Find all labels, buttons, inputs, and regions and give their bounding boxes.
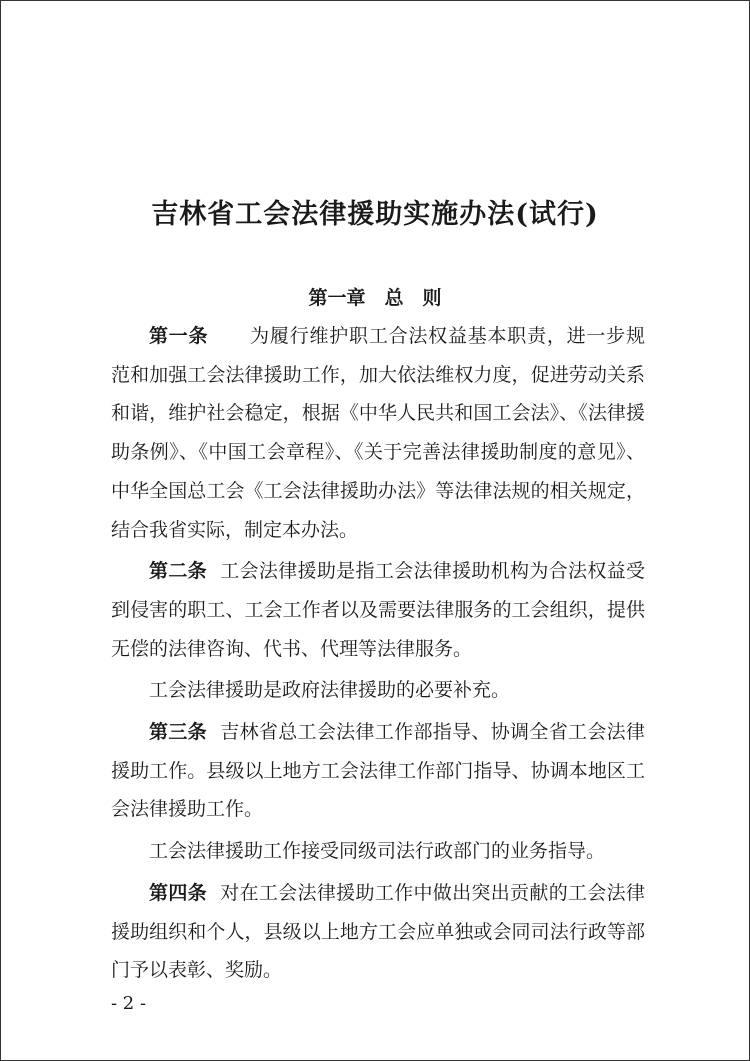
- article-3-followup: 工会法律援助工作接受同级司法行政部门的业务指导。: [149, 840, 606, 863]
- document-title: 吉林省工会法律援助实施办法(试行): [151, 199, 599, 230]
- chapter-heading: 第一章 总 则: [308, 287, 442, 309]
- article-3: [111, 713, 645, 829]
- article-text: 为履行维护职工合法权益基本职责，进一步规范和加强工会法律援助工作，加大依法维权力度，促进劳动关系和谐，维护社会稳定，根据《中华人民共和国工会法》、《法律援助条例》、《中国工会章程》、《关于完善法律援助制度的意见》、中华全国总工会《工会法律援助办法》等法律法规的相关规定，结合我省实际，制定本办法。: [111, 325, 645, 541]
- article-label: 第一条: [149, 325, 209, 347]
- document-body: [111, 317, 645, 990]
- article-1: [111, 317, 645, 549]
- article-text: 工会法律援助是指工会法律援助机构为合法权益受到侵害的职工、工会工作者以及需要法律服务的工会组织，提供无偿的法律咨询、代书、代理等法律服务。: [111, 560, 645, 660]
- article-2-followup: 工会法律援助是政府法律援助的必要补充。: [149, 679, 511, 702]
- article-label: 第四条: [149, 881, 207, 904]
- article-text: 对在工会法律援助工作中做出突出贡献的工会法律援助组织和个人，县级以上地方工会应单独或会同司法行政等部门予以表彰、奖励。: [111, 881, 645, 982]
- page-number: - 2 -: [111, 993, 147, 1014]
- article-label: 第三条: [149, 721, 207, 744]
- article-label: 第二条: [149, 560, 207, 583]
- article-2: [111, 552, 645, 668]
- article-text: 吉林省总工会法律工作部指导、协调全省工会法律援助工作。县级以上地方工会法律工作部门指导、协调本地区工会法律援助工作。: [111, 721, 645, 821]
- article-4: [111, 874, 645, 990]
